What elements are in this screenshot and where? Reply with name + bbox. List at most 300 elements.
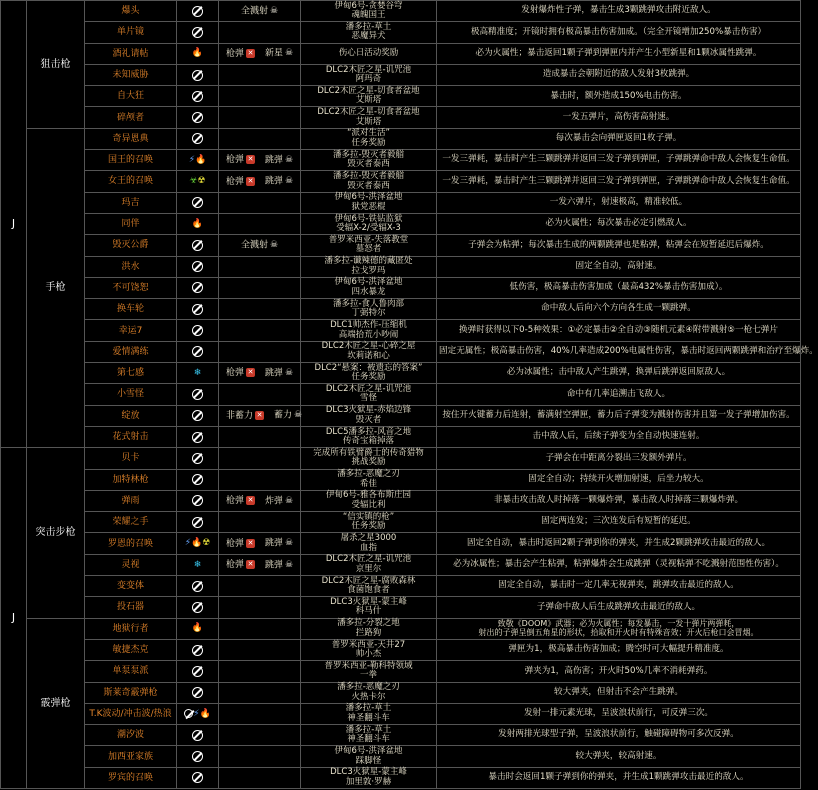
description-cell: 子弹会为粘弹；每次暴击生成的两颗跳弹也是粘弹，粘弹会在短暂延迟后爆炸。 [437, 235, 801, 256]
visual-effect-cell [219, 618, 301, 639]
acquire-cell [301, 341, 437, 362]
visual-effect-cell [219, 490, 301, 511]
description-cell: 必为火属性；每次暴击必定引燃敌人。 [437, 213, 801, 234]
no-element-icon [192, 240, 203, 251]
effect-tag [226, 49, 255, 59]
visual-effect-cell [219, 426, 301, 447]
visual-effect-cell [219, 128, 301, 149]
effect-tag [241, 6, 278, 17]
description-cell: 固定两连发；三次连发后有短暂的延迟。 [437, 512, 801, 533]
effect-tag [241, 240, 278, 251]
weapon-name: 灵视 [85, 554, 177, 575]
weapon-name: 自大狂 [85, 86, 177, 107]
weapon-name: 爆头 [85, 1, 177, 22]
description-cell: 一发五弹片，高伤害高射速。 [437, 107, 801, 128]
description-cell: 造成暴击会朝附近的敌人发射3枚跳弹。 [437, 64, 801, 85]
element-cell [177, 363, 219, 384]
weapon-name: 酒礼请帖 [85, 43, 177, 64]
radiation-icon: ☢ [197, 176, 206, 187]
weapon-name: 未知威胁 [85, 64, 177, 85]
acquire-line: 丁弼特尔 [351, 308, 386, 319]
visual-effect-cell [219, 405, 301, 426]
weapon-name: 单片镜 [85, 22, 177, 43]
visual-effect-cell [219, 554, 301, 575]
description-cell: 发射一排元素光球，呈波浪状前行，可反弹三次。 [437, 703, 801, 724]
red-badge-icon: ✕ [247, 368, 254, 377]
weapon-row [1, 703, 801, 724]
visual-effect-cell [219, 363, 301, 384]
effect-tag [226, 539, 255, 549]
visual-effect-cell [219, 213, 301, 234]
acquire-line: 潘多拉-恶魔之刃 [337, 682, 400, 693]
visual-effect-cell [219, 597, 301, 618]
acquire-cell [301, 363, 437, 384]
acquire-line: 潘多拉-毁灭者毅艏 [332, 171, 405, 181]
weapon-name: 弹雨 [85, 490, 177, 511]
red-badge-icon: ✕ [247, 538, 254, 547]
element-cell [177, 213, 219, 234]
acquire-line: 毁灭者 [355, 414, 382, 425]
effect-tag [265, 560, 293, 571]
description-cell: 子弹会在中距离分裂出三发额外弹片。 [437, 448, 801, 469]
visual-effect-cell [219, 512, 301, 533]
acquire-cell [301, 661, 437, 682]
description-cell: 固定无属性；极高暴击伤害，40%几率造成200%电属性伤害，暴击时返回两颗跳弹和治疗至爆炸。 [437, 341, 801, 362]
element-cell [177, 533, 219, 554]
description-cell: 发射两排光球型子弹，呈波浪状前行，触碰障碍物可多次反弹。 [437, 725, 801, 746]
acquire-line: DLC2木匠之星-讥咒池 [325, 554, 412, 565]
description-cell: 暴击时会返回1颗子弹到你的弹夹，并生成1颗跳弹攻击最近的敌人。 [437, 767, 801, 788]
no-element-icon [192, 346, 203, 357]
weapon-name: 单泵泵派 [85, 661, 177, 682]
description-cell: 弹夹为1，高伤害；开火时50%几率不消耗弹药。 [437, 661, 801, 682]
acquire-cell [301, 213, 437, 234]
acquire-line: 普罗米西亚-勒科特领域 [324, 660, 413, 671]
acquire-cell [301, 43, 437, 64]
description-cell: 必为冰属性；暴击会产生粘弹，粘弹爆炸会生成跳弹（灵视粘弹不吃溅射范围性伤害）。 [437, 554, 801, 575]
acquire-cell [301, 639, 437, 660]
acquire-line: 潘多拉-草土 [345, 724, 392, 735]
element-cell [177, 597, 219, 618]
weapon-row [1, 43, 801, 64]
description-cell: 必为火属性；暴击返回1颗子弹到弹匣内并产生小型新星和1颗冰属性跳弹。 [437, 43, 801, 64]
weapon-row [1, 682, 801, 703]
element-cell [177, 43, 219, 64]
skull-icon: ☠ [294, 410, 303, 421]
visual-effect-cell [219, 171, 301, 192]
weapon-row [1, 512, 801, 533]
weapon-row [1, 384, 801, 405]
weapon-name: 女王的召唤 [85, 171, 177, 192]
acquire-line: 伊甸6号-贪婪谷穹 [334, 0, 403, 11]
acquire-cell [301, 426, 437, 447]
weapon-row [1, 746, 801, 767]
weapon-table-body [1, 0, 818, 789]
weapon-name: T.K波动/冲击波/热浪 [85, 703, 177, 724]
acquire-cell [301, 64, 437, 85]
weapon-row [1, 277, 801, 298]
brand-cell: J [1, 1, 27, 448]
visual-effect-cell [219, 746, 301, 767]
description-cell: 低伤害，极高暴击伤害加成（最高432%暴击伤害加成）。 [437, 277, 801, 298]
weapon-row [1, 107, 801, 128]
description-cell: 固定全自动，高射速。 [437, 256, 801, 277]
element-cell [177, 405, 219, 426]
red-badge-icon: ✕ [256, 411, 263, 420]
red-badge-icon: ✕ [247, 560, 254, 569]
acquire-line: 潘多拉-谶辣德的藏匿处 [324, 256, 413, 267]
element-cell [177, 512, 219, 533]
acquire-cell [301, 469, 437, 490]
weapon-name: 奇异恩典 [85, 128, 177, 149]
acquire-line: 任务奖励 [351, 137, 386, 148]
effect-label: 跳弹 [265, 560, 284, 571]
red-badge-icon: ✕ [247, 48, 254, 57]
effect-tag [265, 176, 293, 187]
effect-tag [265, 368, 293, 379]
weapon-row [1, 64, 801, 85]
acquire-cell [301, 1, 437, 22]
acquire-cell [301, 384, 437, 405]
description-cell: 一发六弹片，射速极高，精准较低。 [437, 192, 801, 213]
corrosive-icon: ☣ [189, 176, 198, 187]
element-cell [177, 22, 219, 43]
skull-icon: ☠ [285, 495, 294, 506]
acquire-line: 一拳 [359, 670, 377, 681]
description-cell: 发射爆炸性子弹，暴击生成3颗跳弹攻击附近敌人。 [437, 1, 801, 22]
no-element-icon [192, 70, 203, 81]
weapon-name: 小雪怪 [85, 384, 177, 405]
acquire-line: 潘多拉-恶魔之刃 [337, 469, 400, 480]
weapon-row [1, 661, 801, 682]
visual-effect-cell [219, 682, 301, 703]
weapon-row [1, 576, 801, 597]
effect-tag [226, 560, 255, 570]
weapon-row [1, 192, 801, 213]
description-cell: 一发三弹耗，暴击时产生三颗跳弹并返回三发子弹到弹匣，子弹跳弹命中敌人会恢复生命值。 [437, 150, 801, 171]
acquire-line: “信实镇的枪” [342, 511, 395, 522]
no-element-icon [192, 730, 203, 741]
element-cell [177, 86, 219, 107]
acquire-line: DLC2“悬案：被遗忘的答案” [314, 362, 423, 373]
acquire-line: 伊甸6号-铁钻监狱 [334, 213, 403, 224]
visual-effect-cell [219, 64, 301, 85]
skull-icon: ☠ [285, 154, 294, 165]
description-cell: 致敬《DOOM》武器；必为火属性；每发暴击，一发十弹片两弹耗， 射出的子弹呈倒五角星的形状，拾取和开火时有特殊音效；开火后枪口会冒烟。 [437, 618, 801, 639]
weapon-name: 国王的召唤 [85, 150, 177, 171]
effect-label: 枪弹 [226, 48, 245, 59]
acquire-line: 科马什 [355, 606, 382, 617]
weapon-name: 爱情满练 [85, 341, 177, 362]
skull-icon: ☠ [285, 48, 294, 59]
weapon-name: 洪水 [85, 256, 177, 277]
element-cell [177, 64, 219, 85]
cryo-icon: ❄ [193, 559, 202, 570]
element-cell [177, 682, 219, 703]
weapon-row [1, 639, 801, 660]
effect-label: 跳弹 [265, 155, 284, 166]
skull-icon: ☠ [285, 559, 294, 570]
weapon-row [1, 469, 801, 490]
effect-tag [226, 496, 255, 506]
description-cell: 一发三弹耗，暴击时产生三颗跳弹并返回三发子弹到弹匣，子弹跳弹命中敌人会恢复生命值。 [437, 171, 801, 192]
acquire-line: 阿玛奇 [355, 74, 382, 85]
no-element-icon [192, 261, 203, 272]
weapon-name: 毁灭公爵 [85, 235, 177, 256]
description-cell: 较大弹夹，但射击不会产生跳弹。 [437, 682, 801, 703]
weapon-name: 绽放 [85, 405, 177, 426]
element-cell [177, 384, 219, 405]
weapon-name: 不可饶恕 [85, 277, 177, 298]
element-cell [177, 490, 219, 511]
no-element-icon [192, 112, 203, 123]
acquire-line: DLC2木匠之星-心碎之屋 [321, 341, 416, 352]
acquire-line: DLC2木匠之星-腐败森林 [321, 575, 416, 586]
acquire-line: 坎莉诺和心 [347, 350, 390, 361]
acquire-cell [301, 533, 437, 554]
effect-tag [265, 155, 293, 166]
weapon-name: 第七感 [85, 363, 177, 384]
visual-effect-cell [219, 725, 301, 746]
acquire-line: 墓怒者 [355, 244, 382, 255]
weapon-name: 碎颅者 [85, 107, 177, 128]
visual-effect-cell [219, 299, 301, 320]
acquire-cell [301, 512, 437, 533]
effect-tag [274, 410, 302, 421]
no-element-icon [192, 91, 203, 102]
acquire-cell [301, 22, 437, 43]
no-element-icon [192, 389, 203, 400]
acquire-cell [301, 767, 437, 788]
no-element-icon [192, 666, 203, 677]
description-cell: 命中有几率追溯击飞敌人。 [437, 384, 801, 405]
description-cell: 暴击时，额外造成150%电击伤害。 [437, 86, 801, 107]
visual-effect-cell [219, 767, 301, 788]
weapon-name: 潮汐波 [85, 725, 177, 746]
fire-icon: 🔥 [191, 218, 204, 229]
fire-icon: 🔥 [199, 708, 211, 719]
acquire-line: DLC2木匠之星-切食者盆地 [317, 85, 420, 96]
visual-effect-cell [219, 150, 301, 171]
element-cell [177, 171, 219, 192]
acquire-line: 魂魄国王 [351, 10, 386, 21]
acquire-line: DLC3火狱星-赤焰边锋 [325, 405, 412, 416]
acquire-line: DLC3火狱星-蒙主峰 [330, 596, 407, 607]
weapon-name: 幸运7 [85, 320, 177, 341]
visual-effect-cell [219, 533, 301, 554]
no-element-icon [184, 709, 193, 718]
weapon-row [1, 405, 801, 426]
weapon-name: 花式射击 [85, 426, 177, 447]
effect-label: 跳弹 [265, 368, 284, 379]
weapon-name: 贝卡 [85, 448, 177, 469]
acquire-line: 恶魔异犬 [351, 31, 386, 42]
element-cell [177, 725, 219, 746]
acquire-line: 普罗米西亚-天井27 [331, 639, 406, 650]
no-element-icon [192, 133, 203, 144]
description-cell: 固定全自动，暴击时一定几率无视弹夹，跳弹攻击最近的敌人。 [437, 576, 801, 597]
skull-icon: ☠ [285, 176, 294, 187]
description-cell: 非暴击攻击敌人时掉落一颗爆炸弹，暴击敌人时掉落三颗爆炸弹。 [437, 490, 801, 511]
element-cell [177, 746, 219, 767]
acquire-cell [301, 448, 437, 469]
description-cell: 子弹命中敌人后生成跳弹攻击最近的敌人。 [437, 597, 801, 618]
skull-icon: ☠ [285, 538, 294, 549]
fire-icon: 🔥 [191, 623, 204, 634]
no-element-icon [192, 751, 203, 762]
effect-label: 枪弹 [226, 496, 245, 507]
weapon-row [1, 171, 801, 192]
fire-icon: 🔥 [195, 154, 207, 165]
weapon-row [1, 213, 801, 234]
acquire-cell [301, 725, 437, 746]
acquire-line: DLC2木匠之星-切食者盆地 [317, 107, 420, 118]
acquire-line: 拦路狗 [355, 627, 382, 638]
element-cell [177, 639, 219, 660]
acquire-line: 拉戈罗玛 [351, 265, 386, 276]
acquire-cell [301, 256, 437, 277]
weapon-name: 投石器 [85, 597, 177, 618]
acquire-cell [301, 171, 437, 192]
visual-effect-cell [219, 22, 301, 43]
no-element-icon [192, 474, 203, 485]
skull-icon: ☠ [269, 240, 279, 251]
weapon-row [1, 597, 801, 618]
acquire-line: 潘多拉-食人鲁肉部 [332, 298, 405, 309]
acquire-line: 任务奖励 [351, 521, 386, 532]
radiation-icon: ☢ [202, 538, 211, 549]
element-cell [177, 703, 219, 724]
weapon-name: 玛吉 [85, 192, 177, 213]
visual-effect-cell [219, 320, 301, 341]
acquire-line: 艾斯塔 [355, 116, 382, 127]
element-cell [177, 192, 219, 213]
acquire-line: 潘多拉-草土 [345, 21, 392, 32]
acquire-line: 受辐X-2/受辐X-3 [336, 223, 401, 234]
skull-icon: ☠ [285, 367, 294, 378]
element-cell [177, 128, 219, 149]
description-cell: 固定全自动，暴击时返回2颗子弹到你的弹夹，并生成2颗跳弹攻击最近的敌人。 [437, 533, 801, 554]
weapon-row [1, 320, 801, 341]
no-element-icon [192, 602, 203, 613]
acquire-line: 艾斯塔 [355, 95, 382, 106]
acquire-cell [301, 405, 437, 426]
acquire-line: 传奇宝箱掉落 [342, 436, 394, 447]
acquire-line: 普罗米西亚-失落教堂 [328, 234, 409, 245]
acquire-line: 伊甸6号-雅各布斯庄园 [326, 490, 411, 501]
effect-label: 跳弹 [265, 538, 284, 549]
acquire-cell [301, 682, 437, 703]
acquire-line: 加里敦·罗赫 [345, 776, 392, 787]
element-cell [177, 448, 219, 469]
acquire-line: 踩脚怪 [355, 755, 382, 766]
no-element-icon [192, 6, 203, 17]
visual-effect-cell [219, 107, 301, 128]
no-element-icon [192, 453, 203, 464]
element-cell [177, 554, 219, 575]
visual-effect-cell [219, 43, 301, 64]
visual-effect-cell [219, 341, 301, 362]
effect-tag [226, 155, 255, 165]
element-cell [177, 107, 219, 128]
weapon-name: 荣耀之手 [85, 512, 177, 533]
effect-label: 蓄力 [274, 411, 293, 422]
visual-effect-cell [219, 1, 301, 22]
acquire-cell [301, 86, 437, 107]
element-cell [177, 256, 219, 277]
acquire-line: 伤心日活动奖励 [338, 47, 399, 58]
description-cell: 命中敌人后向六个方向各生成一颗跳弹。 [437, 299, 801, 320]
weapon-row [1, 533, 801, 554]
no-element-icon [192, 495, 203, 506]
acquire-cell [301, 703, 437, 724]
acquire-line: 神圣翻斗车 [347, 712, 390, 723]
description-cell: 换弹时获得以下0-5种效果：①必定暴击②全自动③随机元素④附带溅射⑤一枪七弹片 [437, 320, 801, 341]
description-cell: 极高精准度；开镜时拥有极高暴击伤害加成。（完全开镜增加250%暴击伤害） [437, 22, 801, 43]
effect-label: 枪弹 [226, 155, 245, 166]
effect-label: 非蓄力 [226, 411, 254, 422]
acquire-line: 潘多拉-草土 [345, 703, 392, 714]
element-cell [177, 150, 219, 171]
effect-tag [265, 538, 293, 549]
weapon-name: 罗宾的召唤 [85, 767, 177, 788]
no-element-icon [192, 325, 203, 336]
element-cell [177, 341, 219, 362]
effect-tag [226, 177, 255, 187]
visual-effect-cell [219, 235, 301, 256]
weapon-name: 斯莱奇霰弹枪 [85, 682, 177, 703]
visual-effect-cell [219, 192, 301, 213]
acquire-cell [301, 597, 437, 618]
weapon-row [1, 767, 801, 788]
no-element-icon [192, 197, 203, 208]
acquire-line: 毁灭者泰西 [347, 180, 390, 191]
element-cell [177, 426, 219, 447]
acquire-cell [301, 320, 437, 341]
acquire-cell [301, 554, 437, 575]
acquire-line: 食菌饱食者 [347, 585, 390, 596]
acquire-line: DLC5潘多拉-风音之地 [325, 426, 412, 437]
visual-effect-cell [219, 576, 301, 597]
element-cell [177, 469, 219, 490]
effect-label: 全溅射 [240, 6, 268, 17]
weapon-row [1, 618, 801, 639]
no-element-icon [192, 687, 203, 698]
description-cell: 弹匣为1，极高暴击伤害加成；腾空时可大幅提升精准度。 [437, 639, 801, 660]
weapon-row [1, 341, 801, 362]
shock-icon: ⚡ [184, 538, 192, 549]
brand-cell: J [1, 448, 27, 789]
weapon-name: 变变体 [85, 576, 177, 597]
no-element-icon [192, 581, 203, 592]
element-cell [177, 320, 219, 341]
acquire-line: 潘多拉-分裂之地 [337, 618, 400, 629]
fire-icon: 🔥 [191, 48, 204, 59]
element-cell [177, 767, 219, 788]
effect-label: 枪弹 [226, 560, 245, 571]
visual-effect-cell [219, 448, 301, 469]
weapon-row [1, 554, 801, 575]
effect-tag [265, 48, 293, 59]
weapon-name: 敏捷杰克 [85, 639, 177, 660]
visual-effect-cell [219, 703, 301, 724]
acquire-cell [301, 277, 437, 298]
weapon-row [1, 256, 801, 277]
acquire-line: 受辐比利 [351, 499, 386, 510]
description-cell: 固定全自动；持续开火增加射速，后坐力较大。 [437, 469, 801, 490]
description-cell: 每次暴击会向弹匣返回1枚子弹。 [437, 128, 801, 149]
visual-effect-cell [219, 661, 301, 682]
